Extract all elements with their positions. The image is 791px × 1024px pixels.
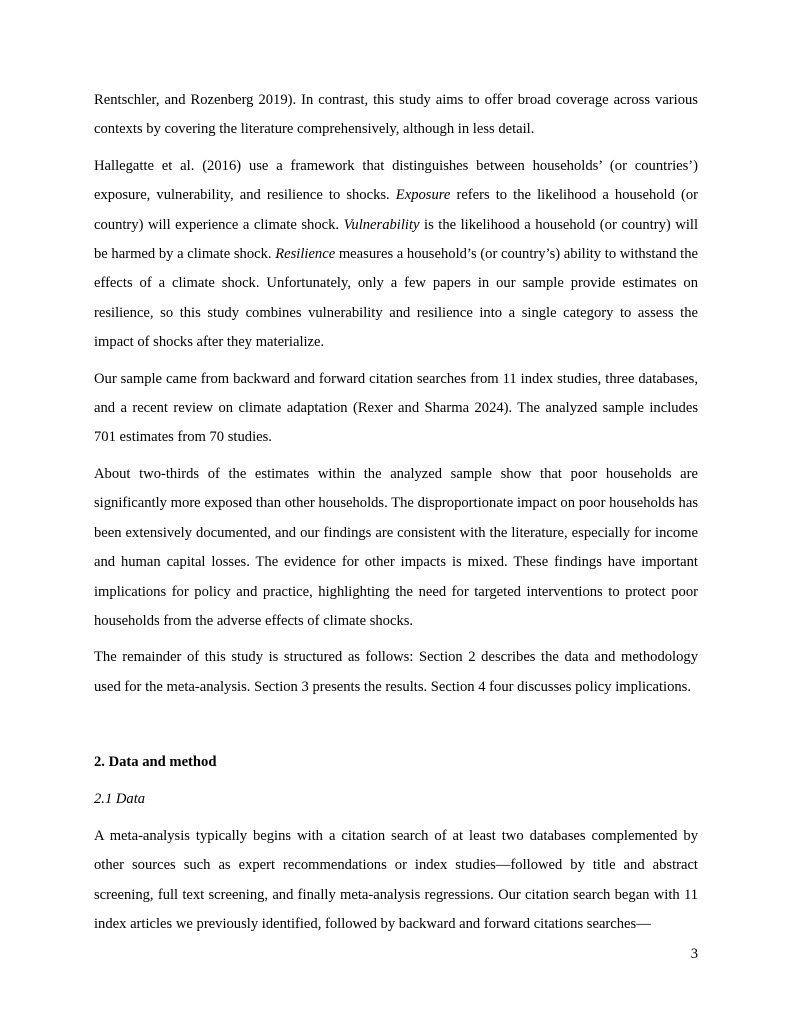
- framework-text-a: Hallegatte et al. (2016) use a framework that distinguishes between households’ (or countries’) exposure, vulnerability, and resilience to shocks.: [94, 157, 698, 204]
- section-heading: 2. Data and method: [94, 754, 217, 771]
- paragraph-findings: About two-thirds of the estimates within the analyzed sample show that poor households are significantly more exposed than other households. The disproportionate impact on poor households has been extensively documented, and our findings are consistent with the literature, especially for income and human capital losses. The evidence for other impacts is mixed. These findings have important implications for policy and practice, highlighting the need for targeted interventions to protect poor households from the adverse effects of climate shocks.: [94, 465, 698, 629]
- paragraph-sample: Our sample came from backward and forward citation searches from 11 index studies, three databases, and a recent review on climate adaptation (Rexer and Sharma 2024). The analyzed sample includes 701 estimates from 70 studies.: [94, 370, 698, 446]
- paragraph-intro-continuation: Rentschler, and Rozenberg 2019). In contrast, this study aims to offer broad coverage across various contexts by covering the literature comprehensively, although in less detail.: [94, 92, 698, 138]
- paragraph-structure: The remainder of this study is structured as follows: Section 2 describes the data and methodology used for the meta-analysis. Section 3 presents the results. Section 4 four discusses policy implications.: [94, 649, 698, 695]
- paragraph-meta-analysis: A meta-analysis typically begins with a citation search of at least two databases complemented by other sources such as expert recommendations or index studies—followed by title and abstract screening, full text screening, and finally meta-analysis regressions. Our citation search began with 11 index articles we previously identified, followed by backward and forward citations searches—: [94, 827, 698, 933]
- framework-text-d: measures a household’s (or country’s) ability to withstand the effects of a climate shock. Unfortunately, only a few papers in our sample provide estimates on resilience, so this study combines vulnerability and resilience into a single category to assess the impact of shocks after they materialize.: [94, 246, 699, 351]
- term-exposure: Exposure: [395, 187, 451, 204]
- term-vulnerability: Vulnerability: [343, 216, 420, 233]
- term-resilience: Resilience: [275, 246, 336, 263]
- page-number: 3: [690, 946, 698, 962]
- framework-text-c: is the likelihood a household (or country) will be harmed by a climate shock.: [94, 216, 698, 263]
- framework-text-b: refers to the likelihood a household (or country) will experience a climate shock.: [94, 187, 698, 233]
- subsection-heading: 2.1 Data: [94, 790, 146, 807]
- paragraph-framework: [94, 152, 698, 358]
- page-body: [94, 86, 698, 947]
